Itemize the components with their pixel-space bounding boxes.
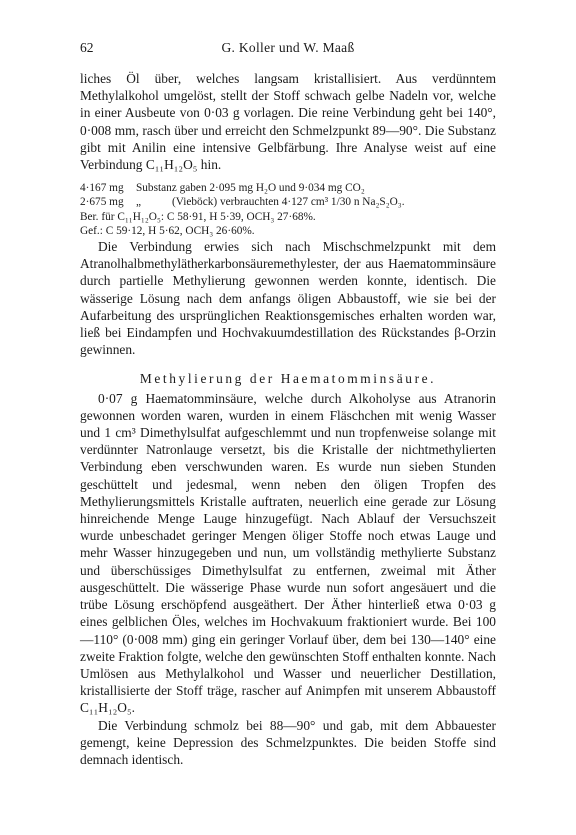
page-body [80, 70, 496, 768]
paragraph-2: Die Verbindung erwies sich nach Mischschmelzpunkt mit dem Atranolhalbmethylätherkarbonsäuremethylester, der aus Haematomminsäure durch partielle Methylierung gewonnen werden konnte, identisch. Die wässerige Lösung nach dem anfangs öligen Abbaustoff, wie sie bei der Aufarbeitung des ursprünglichen Reaktionsgemisches erhalten worden war, ließ bei Eindampfen und Hochvakuumdestillation des Rückstandes β-Orzin gewinnen. [80, 239, 496, 358]
running-title: G. Koller und W. Maaß [221, 40, 355, 55]
paragraph-3: 0·07 g Haematomminsäure, welche durch Alkoholyse aus Atranorin gewonnen worden waren, wurden in einem Fläschchen mit wenig Wasser und 1 cm³ Dimethylsulfat aufgeschlemmt und nun tropfenweise solange mit verdünnter Natronlauge versetzt, bis die Kristalle der nichtmethylierten Verbindung eben verschwunden waren. Es wurde nun sieben Stunden geschüttelt und jedesmal, wenn neben den öligen Tropfen des Methylierungsmittels Kristalle auftraten, neuerlich eine gerade zur Lösung hinreichende Menge Lauge hinzugefügt. Nach Ablauf der Versuchszeit wurde unbeschadet geringer Mengen öliger Stoffe noch etwas Lauge und mehr Wasser hinzugegeben und nun, um vollständig methylierte Substanz und überschüssiges Dimethylsulfat zu entfernen, zweimal mit Äther ausgeschüttelt. Die wässerige Phase wurde nun sofort angesäuert und die trübe Lösung erschöpfend ausgeäthert. Der Äther hinterließ etwa 0·03 g eines gelblichen Öles, welches im Hochvakuum fraktioniert wurde. Bei 100—110° (0·008 mm) ging ein geringer Vorlauf über, dem bei 130—140° eine zweite Fraktion folgte, welche den gewünschten Stoff enthalten konnte. Nach Umlösen aus Methylalkohol und Wasser und neuerlicher Destillation, kristallisierte der Stoff träge, rascher auf Animpfen mit unserem Abbaustoff C₁₁H₁₂O₅. [80, 390, 496, 716]
analysis-line-1: 4·167 mg Substanz gaben 2·095 mg H₂O und 9·034 mg CO₂ [80, 182, 365, 195]
analysis-block [80, 181, 496, 238]
analysis-line-2: 2·675 mg „ (Vieböck) verbrauchten 4·127 cm³ 1/30 n Na₂S₂O₃. [80, 196, 405, 209]
analysis-line-4: Gef.: C 59·12, H 5·62, OCH₃ 26·60%. [80, 224, 255, 237]
analysis-line-3: Ber. für C₁₁H₁₂O₅: C 58·91, H 5·39, OCH₃ 27·68%. [80, 210, 316, 223]
paragraph-1: liches Öl über, welches langsam kristallisiert. Aus verdünntem Methylalkohol umgelöst, stellt der Stoff schwach gelbe Nadeln vor, welche in einer Ausbeute von 0·03 g vorlagen. Die reine Verbindung geht bei 140°, 0·008 mm, rasch über und erreicht den Schmelzpunkt 89—90°. Die Substanz gibt mit Anilin eine intensive Gelbfärbung. Ihre Analyse weist auf eine Verbindung C₁₁H₁₂O₅ hin. [80, 71, 496, 173]
paragraph-4: Die Verbindung schmolz bei 88—90° und gab, mit dem Abbauester gemengt, keine Depression des Schmelzpunktes. Die beiden Stoffe sind demnach identisch. [80, 717, 496, 767]
page-header [80, 40, 496, 60]
section-heading: Methylierung der Haematomminsäure. [139, 371, 437, 387]
page-number: 62 [80, 40, 94, 55]
